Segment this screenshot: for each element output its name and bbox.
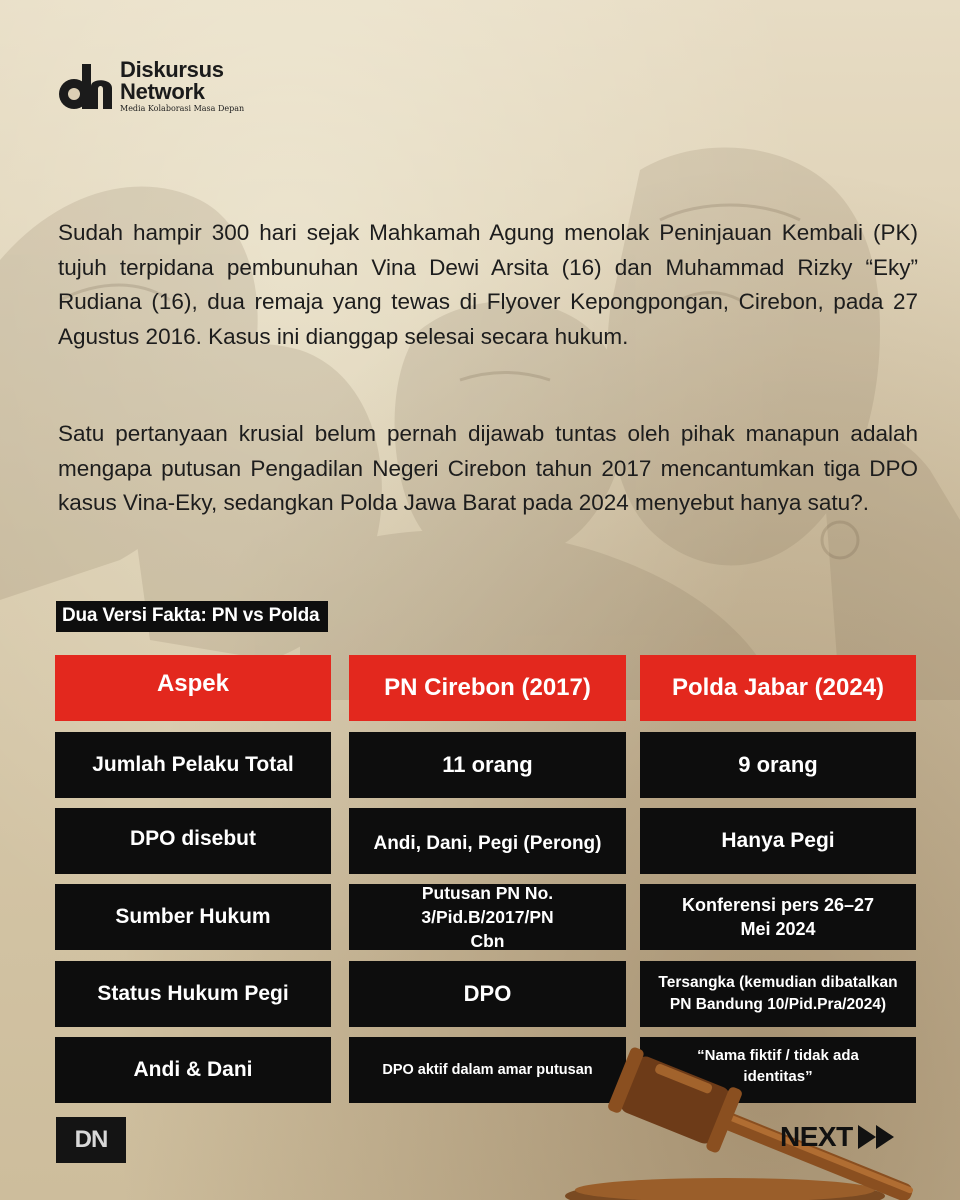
cell-text: Hanya Pegi [721, 829, 835, 852]
cell-text: DPO disebut [129, 827, 256, 850]
cell-text: DPO [463, 981, 512, 1006]
dn-badge: DN [56, 1117, 126, 1163]
gavel-icon [555, 1030, 955, 1200]
table-row-3-aspek [55, 884, 331, 950]
table-row-2-polda [640, 808, 916, 874]
section-title: Dua Versi Fakta: PN vs Polda [56, 601, 328, 632]
cell-text: Andi & Dani [133, 1058, 253, 1081]
cell-text: Andi, Dani, Pegi (Perong) [373, 833, 602, 854]
brand-tagline: Media Kolaborasi Masa Depan [120, 104, 245, 113]
dn-logo-icon [56, 58, 114, 114]
cell-text: 11 orang [442, 752, 533, 777]
cell-text: Putusan PN No. 3/Pid.B/2017/PN Cbn [421, 883, 554, 951]
table-row-2-pn [349, 808, 626, 874]
cell-text: 9 orang [738, 752, 818, 777]
table-row-4-aspek [55, 961, 331, 1027]
cell-text: Tersangka (kemudian dibatalkan PN Bandung 10/Pid.Pra/2024) [658, 974, 898, 1013]
table-row-1-polda [640, 732, 916, 798]
brand-logo [56, 58, 244, 114]
header-text: PN Cirebon (2017) [384, 674, 591, 701]
table-row-1-aspek [55, 732, 331, 798]
brand-name-line2: Network [120, 79, 205, 104]
cell-text: Konferensi pers 26–27 Mei 2024 [681, 895, 875, 939]
cell-text: Sumber Hukum [115, 905, 271, 928]
next-label: NEXT [780, 1121, 853, 1152]
table-row-4-pn [349, 961, 626, 1027]
table-row-4-polda [640, 961, 916, 1027]
question-paragraph: Satu pertanyaan krusial belum pernah dijawab tuntas oleh pihak manapun adalah mengapa putusan Pengadilan Negeri Cirebon tahun 2017 mencantumkan tiga DPO kasus Vina-Eky, sedangkan Polda Jawa Barat pada 2024 menyebut hanya satu?. [58, 421, 918, 515]
table-row-3-polda [640, 884, 916, 950]
cell-text: Status Hukum Pegi [97, 982, 289, 1005]
table-header-pn-cirebon [349, 655, 626, 721]
brand-name-line1: Diskursus [120, 57, 224, 82]
cell-text: DPO aktif dalam amar putusan [382, 1062, 593, 1078]
cell-text: “Nama fiktif / tidak ada identitas” [697, 1047, 859, 1085]
table-header-polda-jabar [640, 655, 916, 721]
header-text: Polda Jabar (2024) [671, 674, 885, 701]
table-row-2-aspek [55, 808, 331, 874]
table-row-5-aspek [55, 1037, 331, 1103]
table-row-1-pn [349, 732, 626, 798]
next-button[interactable] [780, 1121, 902, 1153]
table-header-aspek [55, 655, 331, 721]
cell-text: Jumlah Pelaku Total [92, 753, 294, 776]
double-chevron-right-icon [856, 1123, 902, 1151]
intro-paragraph: Sudah hampir 300 hari sejak Mahkamah Agung menolak Peninjauan Kembali (PK) tujuh terpidana pembunuhan Vina Dewi Arsita (16) dan Muhammad Rizky “Eky” Rudiana (16), dua remaja yang tewas di Flyover Kepongpongan, Cirebon, pada 27 Agustus 2016. Kasus ini dianggap selesai secara hukum. [58, 220, 918, 349]
header-text: Aspek [156, 670, 230, 697]
table-row-3-pn [349, 884, 626, 950]
